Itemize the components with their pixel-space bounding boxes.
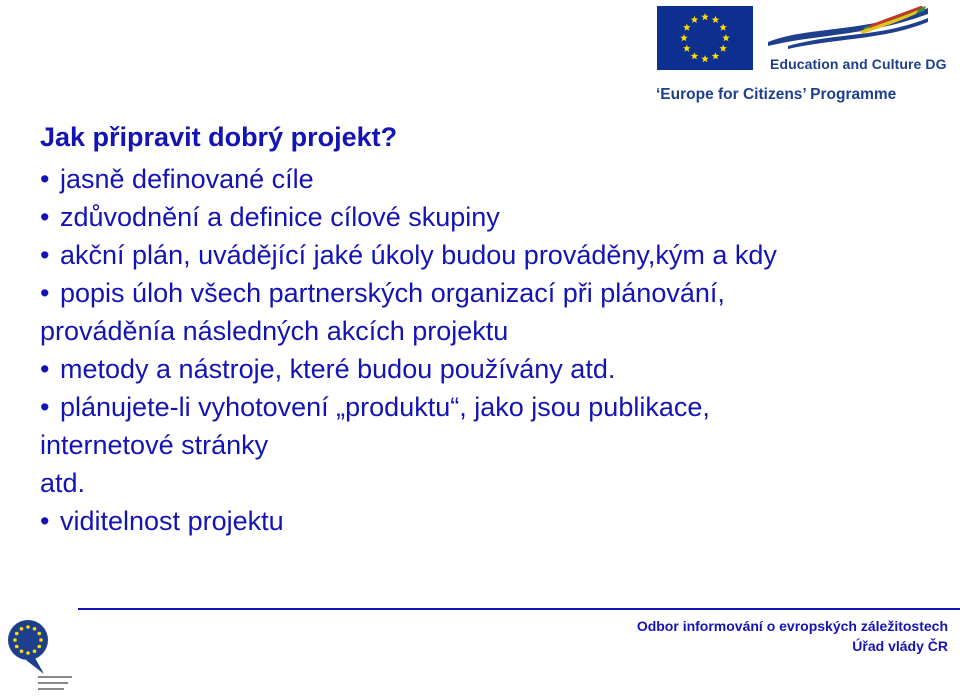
bullet-item bbox=[40, 198, 940, 236]
bullet-icon: • bbox=[40, 354, 50, 384]
slide-title: Jak připravit dobrý projekt? bbox=[40, 122, 398, 152]
bullet-icon: • bbox=[40, 240, 50, 270]
bullet-item bbox=[40, 236, 940, 274]
mini-star-icon bbox=[26, 651, 30, 655]
bullet-text: atd. bbox=[40, 468, 86, 498]
bullet-text: jasně definované cíle bbox=[60, 164, 314, 194]
mini-star-icon bbox=[33, 627, 37, 631]
bullet-item bbox=[40, 464, 940, 502]
bullet-item bbox=[40, 388, 940, 426]
mini-star-icon bbox=[37, 645, 41, 649]
bullet-text: metody a nástroje, které budou používány atd. bbox=[60, 354, 616, 384]
footer-text bbox=[637, 616, 948, 656]
bullet-text: plánujete-li vyhotovení „produktu“, jako jsou publikace, bbox=[60, 392, 710, 422]
footer-line-2: Úřad vlády ČR bbox=[852, 638, 948, 654]
dg-label: Education and Culture DG bbox=[770, 56, 947, 72]
bullet-icon: • bbox=[40, 278, 50, 308]
bullet-icon: • bbox=[40, 164, 50, 194]
mini-star-icon bbox=[13, 638, 17, 642]
bullet-text: akční plán, uvádějící jaké úkoly budou prováděny,kým a kdy bbox=[60, 240, 777, 270]
mini-star-icon bbox=[37, 632, 41, 636]
bullet-item bbox=[40, 274, 940, 312]
bullet-item bbox=[40, 502, 940, 540]
bullet-icon: • bbox=[40, 506, 50, 536]
footer bbox=[0, 608, 960, 692]
bullet-text: zdůvodnění a definice cílové skupiny bbox=[60, 202, 500, 232]
mini-star-icon bbox=[26, 625, 30, 629]
header-logos bbox=[0, 0, 960, 110]
bullet-text: popis úloh všech partnerských organizací při plánování, bbox=[60, 278, 725, 308]
swoosh-logo-icon bbox=[768, 6, 928, 54]
mini-star-icon bbox=[20, 649, 24, 653]
footer-divider bbox=[78, 608, 960, 610]
bullet-text: prováděnía následných akcích projektu bbox=[40, 316, 509, 346]
eu-flag-icon bbox=[657, 6, 753, 70]
bullet-item bbox=[40, 312, 940, 350]
bullet-item bbox=[40, 160, 940, 198]
programme-label: ‘Europe for Citizens’ Programme bbox=[656, 86, 897, 103]
europe-direct-logo-icon bbox=[4, 612, 78, 696]
mini-star-icon bbox=[33, 649, 37, 653]
bullet-icon: • bbox=[40, 202, 50, 232]
mini-star-icon bbox=[39, 638, 43, 642]
mini-star-icon bbox=[20, 627, 24, 631]
bullet-text: viditelnost projektu bbox=[60, 506, 284, 536]
bullet-icon: • bbox=[40, 392, 50, 422]
bullet-item bbox=[40, 350, 940, 388]
mini-star-icon bbox=[15, 632, 19, 636]
footer-line-1: Odbor informování o evropských záležitostech bbox=[636, 618, 948, 634]
bullet-item bbox=[40, 426, 940, 464]
bullet-text: internetové stránky bbox=[40, 430, 269, 460]
mini-star-icon bbox=[15, 645, 19, 649]
